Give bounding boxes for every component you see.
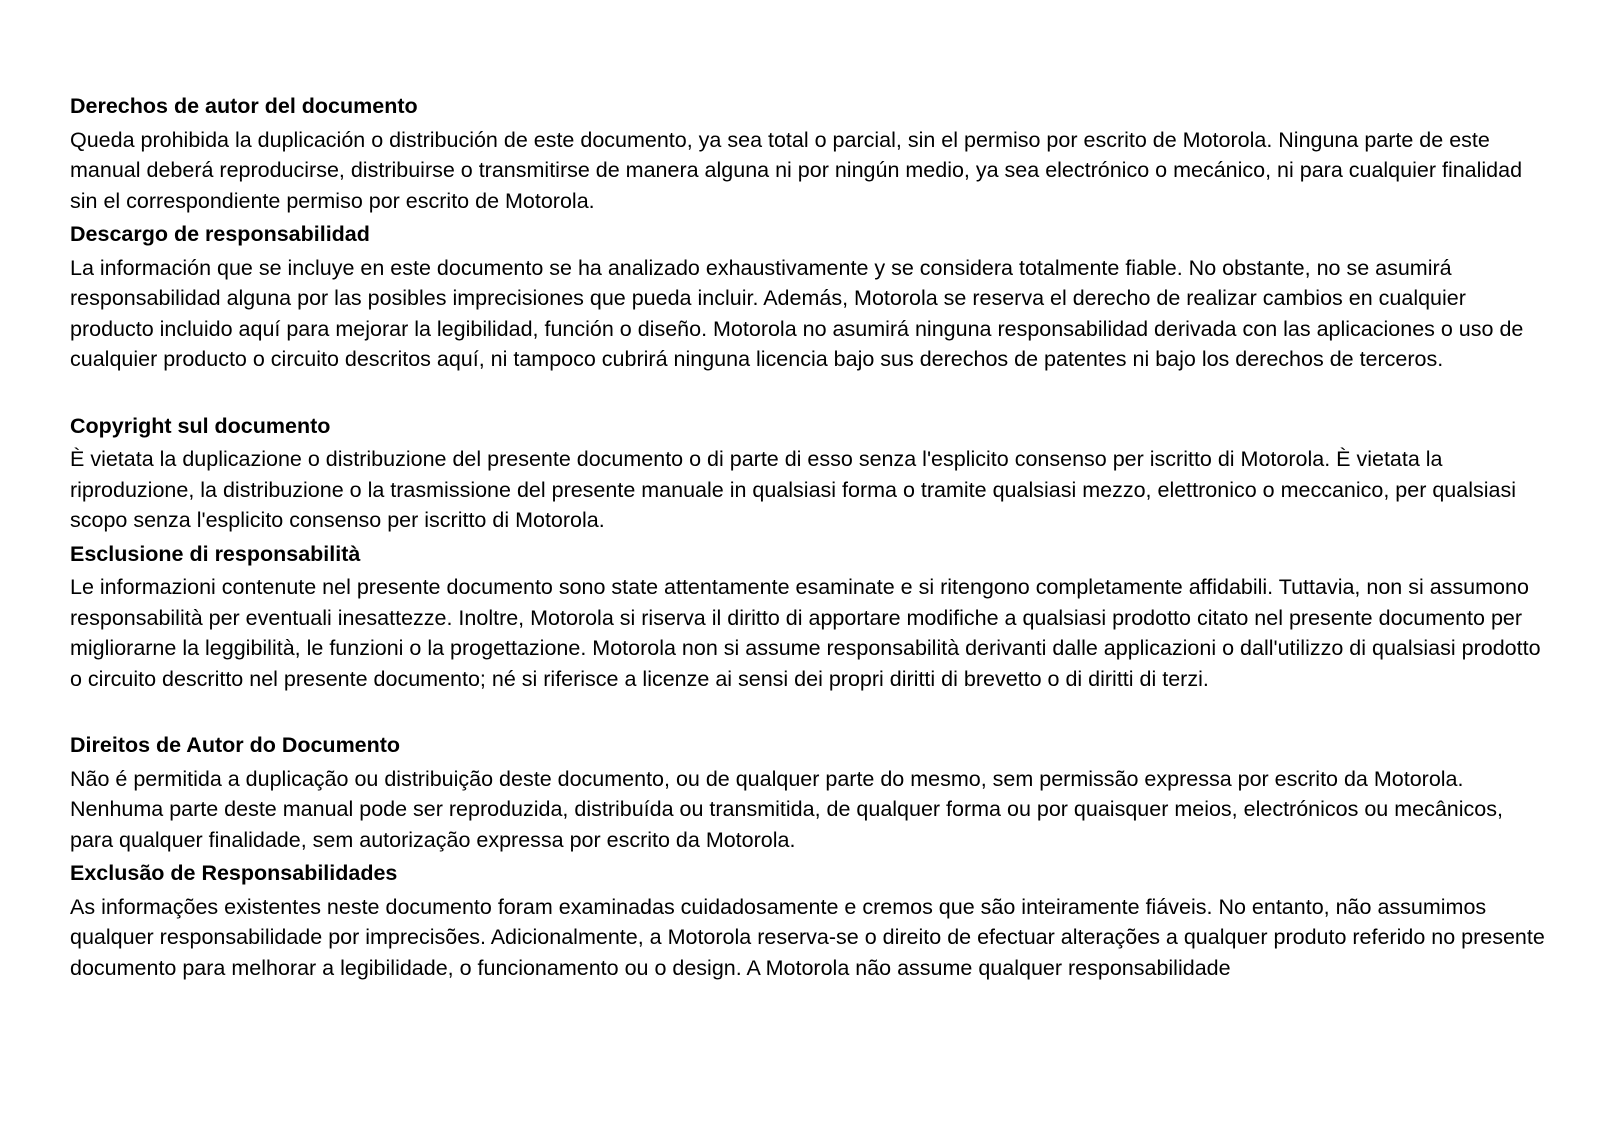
spanish-section bbox=[70, 91, 1550, 375]
italian-section bbox=[70, 411, 1550, 695]
disclaimer-heading: Descargo de responsabilidad bbox=[70, 222, 370, 246]
disclaimer-paragraph: As informações existentes neste documento foram examinadas cuidadosamente e cremos que são inteiramente fiáveis. No entanto, não assumimos qualquer responsabilidade por imprecisões. Adicionalmente, a Motorola reserva-se o direito de efectuar alterações a qualquer produto referido no presente documento para melhorar a legibilidade, o funcionamento ou o design. A Motorola não assume qualquer responsabilidade bbox=[70, 894, 1545, 980]
disclaimer-heading: Esclusione di responsabilità bbox=[70, 541, 361, 566]
copyright-paragraph: Queda prohibida la duplicación o distribución de este documento, ya sea total o parcial, sin el permiso por escrito de Motorola. Ninguna parte de este manual deberá reproducirse, distribuirse o transmitirse de manera alguna ni por ningún medio, ya sea electrónico o mecánico, ni para cualquier finalidad sin el correspondiente permiso por escrito de Motorola. bbox=[70, 127, 1523, 213]
copyright-paragraph: Não é permitida a duplicação ou distribuição deste documento, ou de qualquer parte do mesmo, sem permissão expressa por escrito da Motorola. Nenhuma parte deste manual pode ser reproduzida, distribuída ou transmitida, de qualquer forma ou por quaisquer meios, electrónicos ou mecânicos, para qualquer finalidade, sem autorização expressa por escrito da Motorola. bbox=[70, 766, 1503, 852]
copyright-heading: Copyright sul documento bbox=[70, 413, 331, 438]
portuguese-section bbox=[70, 730, 1550, 983]
document-body bbox=[70, 91, 1550, 986]
copyright-heading: Direitos de Autor do Documento bbox=[70, 733, 401, 757]
disclaimer-paragraph: La información que se incluye en este documento se ha analizado exhaustivamente y se considera totalmente fiable. No obstante, no se asumirá responsabilidad alguna por las posibles imprecisiones que pueda incluir. Además, Motorola se reserva el derecho de realizar cambios en cualquier producto incluido aquí para mejorar la legibilidad, función o diseño. Motorola no asumirá ninguna responsabilidad derivada con las aplicaciones o uso de cualquier producto o circuito descritos aquí, ni tampoco cubrirá ninguna licencia bajo sus derechos de patentes ni bajo los derechos de terceros. bbox=[70, 255, 1524, 371]
disclaimer-paragraph: Le informazioni contenute nel presente documento sono state attentamente esaminate e si ritengono completamente affidabili. Tuttavia, non si assumono responsabilità per eventuali inesattezze. Inoltre, Motorola si riserva il diritto di apportare modifiche a qualsiasi prodotto citato nel presente documento per migliorarne la leggibilità, le funzioni o la progettazione. Motorola non si assume responsabilità derivanti dalle applicazioni o dall'utilizzo di qualsiasi prodotto o circuito descritto nel presente documento; né si riferisce a licenze ai sensi dei propri diritti di brevetto o di diritti di terzi. bbox=[70, 575, 1541, 691]
disclaimer-heading: Exclusão de Responsabilidades bbox=[70, 861, 398, 885]
copyright-heading: Derechos de autor del documento bbox=[70, 94, 418, 118]
copyright-paragraph: È vietata la duplicazione o distribuzione del presente documento o di parte di esso senza l'esplicito consenso per iscritto di Motorola. È vietata la riproduzione, la distribuzione o la trasmissione del presente manuale in qualsiasi forma o tramite qualsiasi mezzo, elettronico o meccanico, per qualsiasi scopo senza l'esplicito consenso per iscritto di Motorola. bbox=[70, 447, 1517, 532]
